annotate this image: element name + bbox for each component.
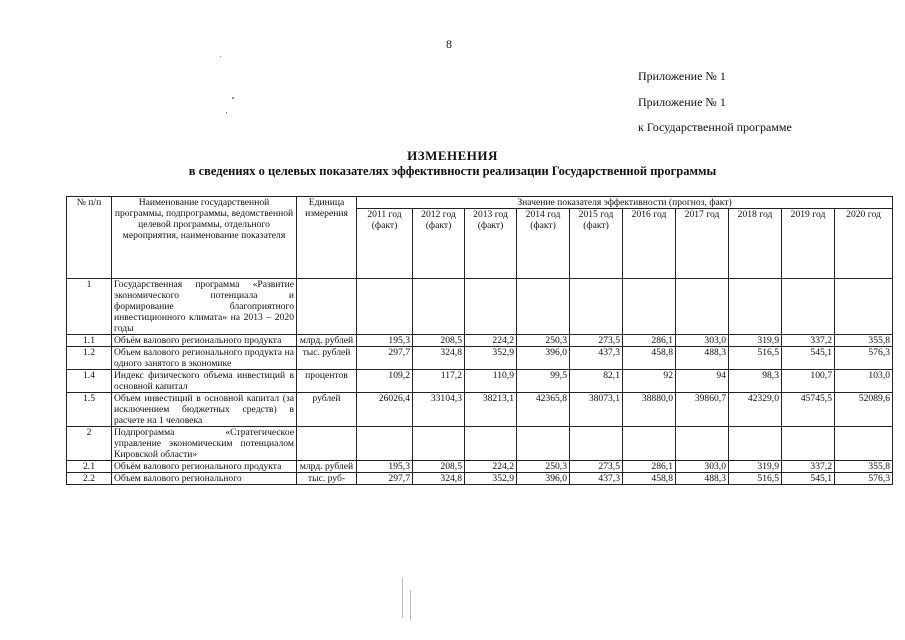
indicator-unit: млрд. рублей [297,335,357,347]
header-year: 2013 год (факт) [465,209,517,279]
indicator-unit: процентов [297,370,357,393]
indicator-value [782,427,835,461]
header-values-group: Значение показателя эффективности (прогноз, факт) [357,197,893,209]
scan-speck [232,97,234,99]
indicator-value [835,427,893,461]
indicator-name: Индекс физического объема инвестиций в основной капитал [112,370,297,393]
header-year: 2012 год (факт) [413,209,465,279]
indicator-value: 355,8 [835,461,893,473]
indicator-value: 297,7 [357,347,413,370]
indicator-value: 437,3 [570,347,623,370]
indicator-value: 42329,0 [729,393,782,427]
indicator-value [729,279,782,335]
header-year: 2020 год [835,209,893,279]
indicator-name: Объем валового регионального продукта на одного занятого в экономике [112,347,297,370]
indicator-value [465,427,517,461]
indicator-value: 98,3 [729,370,782,393]
row-number: 1.4 [67,370,112,393]
indicator-value: 337,2 [782,335,835,347]
indicator-value [570,279,623,335]
indicator-unit: млрд. рублей [297,461,357,473]
indicator-value: 208,5 [413,461,465,473]
indicator-value [413,427,465,461]
row-number: 1 [67,279,112,335]
indicator-name: Государственная программа «Развитие экономического потенциала и формирование благоприятного инвестиционного климата» на 2013 – 2020 годы [112,279,297,335]
indicator-name: Объем инвестиций в основной капитал (за исключением бюджетных средств) в расчете на 1 человека [112,393,297,427]
indicator-value: 38073,1 [570,393,623,427]
indicator-value: 92 [623,370,676,393]
appendix-line-1: Приложение № 1 [638,69,726,83]
indicator-value: 352,9 [465,347,517,370]
header-year: 2015 год (факт) [570,209,623,279]
row-number: 2 [67,427,112,461]
indicator-value: 319,9 [729,461,782,473]
header-year: 2014 год (факт) [517,209,570,279]
indicator-value: 545,1 [782,347,835,370]
scan-mark [410,590,411,620]
scan-mark [402,578,403,618]
indicator-value: 224,2 [465,335,517,347]
table-row [67,279,893,335]
indicator-value: 110,9 [465,370,517,393]
indicator-value: 250,3 [517,335,570,347]
document-subtitle: в сведениях о целевых показателях эффективности реализации Государственной программы [188,164,717,178]
table-row [67,427,893,461]
header-year: 2016 год [623,209,676,279]
indicator-value: 208,5 [413,335,465,347]
header-year: 2019 год [782,209,835,279]
indicator-value: 355,8 [835,335,893,347]
table-row [67,393,893,427]
indicator-value [465,279,517,335]
row-number: 1.1 [67,335,112,347]
header-num: № п/п [67,197,112,279]
row-number: 2.1 [67,461,112,473]
scan-speck [226,112,227,114]
indicator-name: Подпрограмма «Стратегическое управление экономическим потенциалом Кировской области» [112,427,297,461]
indicator-value: 273,5 [570,335,623,347]
indicator-value: 286,1 [623,335,676,347]
table-row [67,370,893,393]
indicator-value [413,279,465,335]
indicator-value: 273,5 [570,461,623,473]
indicator-unit [297,427,357,461]
indicator-value [729,427,782,461]
indicator-value: 576,3 [835,473,893,485]
table-row [67,335,893,347]
indicator-value: 52089,6 [835,393,893,427]
table-row [67,461,893,473]
indicator-value [623,279,676,335]
indicator-value: 117,2 [413,370,465,393]
indicator-value [357,279,413,335]
indicator-value [676,279,729,335]
indicator-value: 396,0 [517,473,570,485]
indicator-value: 26026,4 [357,393,413,427]
indicator-value: 303,0 [676,461,729,473]
indicator-value: 324,8 [413,347,465,370]
indicator-value [517,427,570,461]
indicator-value: 488,3 [676,347,729,370]
indicator-value: 303,0 [676,335,729,347]
table-row [67,347,893,370]
indicator-unit: тыс. руб- [297,473,357,485]
indicator-value [782,279,835,335]
indicator-unit: тыс. рублей [297,347,357,370]
indicator-value: 324,8 [413,473,465,485]
indicator-name: Объём валового регионального продукта [112,461,297,473]
indicator-value: 250,3 [517,461,570,473]
table-row [67,473,893,485]
indicator-value: 337,2 [782,461,835,473]
indicator-value: 195,3 [357,335,413,347]
header-name: Наименование государственной программы, подпрограммы, ведомственной целевой программы, отдельного мероприятия, наименование показателя [112,197,297,279]
indicator-value: 516,5 [729,347,782,370]
indicator-value: 396,0 [517,347,570,370]
indicator-value: 286,1 [623,461,676,473]
row-number: 2.2 [67,473,112,485]
indicator-value: 39860,7 [676,393,729,427]
indicator-value [835,279,893,335]
header-year: 2011 год (факт) [357,209,413,279]
scan-speck [220,56,221,57]
indicator-value: 576,3 [835,347,893,370]
indicator-value: 45745,5 [782,393,835,427]
indicator-value: 100,7 [782,370,835,393]
indicator-value: 437,3 [570,473,623,485]
row-number: 1.2 [67,347,112,370]
indicator-value: 224,2 [465,461,517,473]
indicator-value: 42365,8 [517,393,570,427]
indicator-value [357,427,413,461]
indicator-value: 458,8 [623,347,676,370]
indicators-table [66,196,893,485]
appendix-line-3: к Государственной программе [638,120,792,134]
indicator-value: 109,2 [357,370,413,393]
header-unit: Единица измерения [297,197,357,279]
indicator-value: 516,5 [729,473,782,485]
indicator-value: 38213,1 [465,393,517,427]
indicator-name: Объём валового регионального продукта [112,335,297,347]
table-body [67,279,893,485]
page-number: 8 [446,37,452,51]
indicator-value [570,427,623,461]
indicator-value: 545,1 [782,473,835,485]
indicator-value: 319,9 [729,335,782,347]
indicator-value: 94 [676,370,729,393]
indicator-value: 82,1 [570,370,623,393]
indicator-value: 488,3 [676,473,729,485]
indicator-value [623,427,676,461]
appendix-line-2: Приложение № 1 [638,95,726,109]
header-year: 2017 год [676,209,729,279]
indicator-value: 33104,3 [413,393,465,427]
indicator-value: 458,8 [623,473,676,485]
indicator-name: Объем валового регионального [112,473,297,485]
indicator-value: 297,7 [357,473,413,485]
indicator-value: 38880,0 [623,393,676,427]
row-number: 1.5 [67,393,112,427]
indicator-unit [297,279,357,335]
indicator-value [517,279,570,335]
document-title: ИЗМЕНЕНИЯ [407,148,498,163]
indicator-value [676,427,729,461]
indicator-value: 99,5 [517,370,570,393]
indicator-value: 352,9 [465,473,517,485]
indicator-value: 103,0 [835,370,893,393]
indicator-unit: рублей [297,393,357,427]
indicator-value: 195,3 [357,461,413,473]
header-year: 2018 год [729,209,782,279]
